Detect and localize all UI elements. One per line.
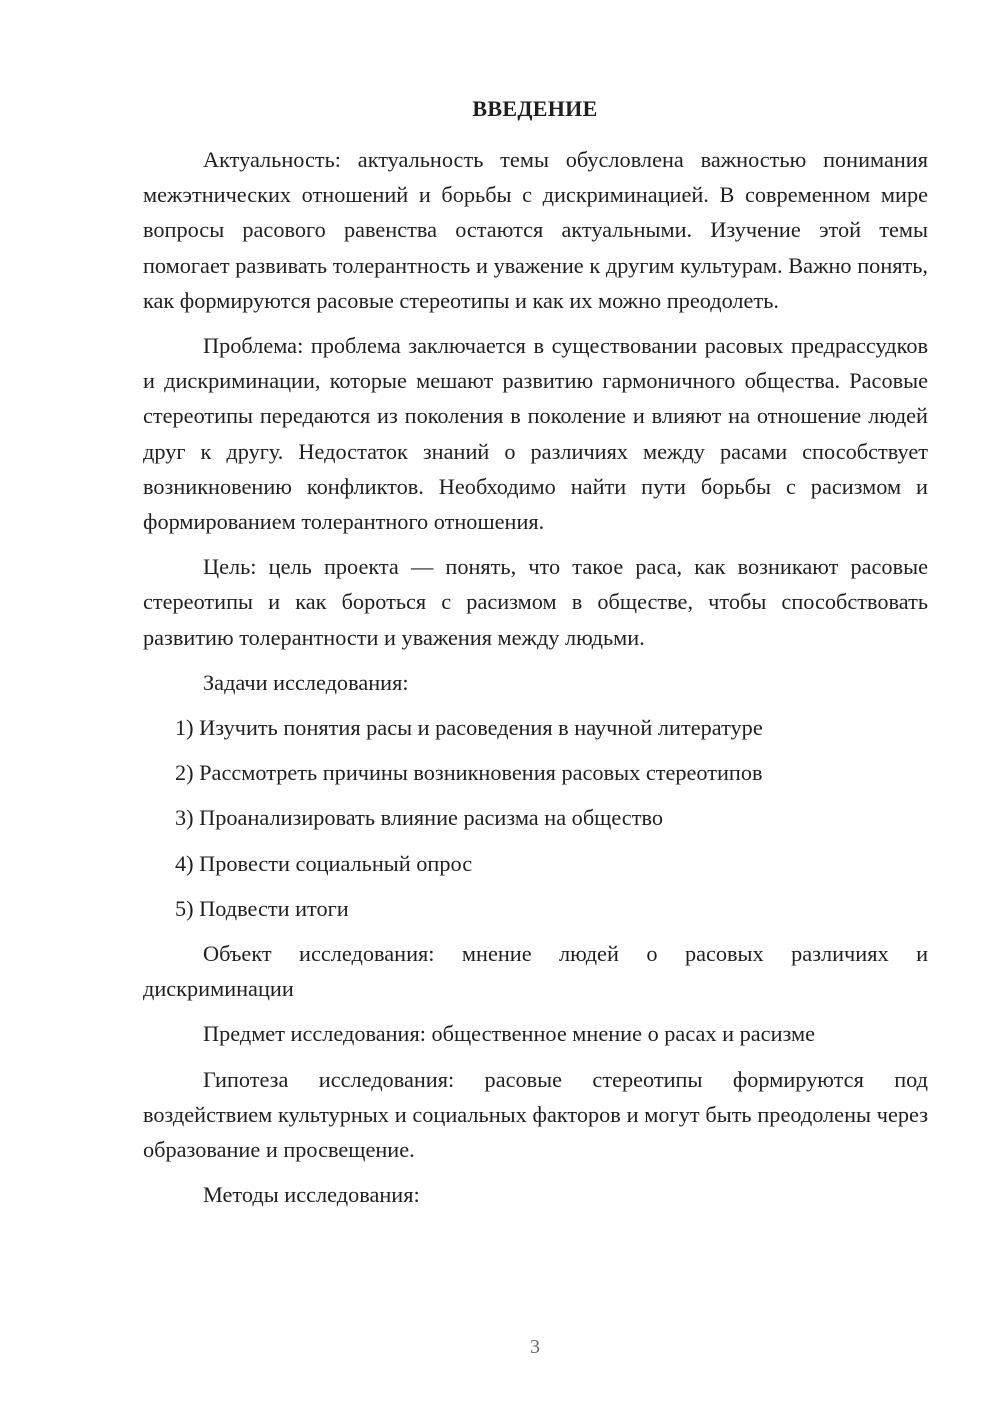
document-body <box>143 142 928 1222</box>
list-item: 1) Изучить понятия расы и расоведения в научной литературе <box>175 715 763 741</box>
page-number: 3 <box>530 1336 540 1358</box>
problem-paragraph: Проблема: проблема заключается в существовании расовых предрассудков и дискриминации, которые мешают развитию гармоничного общества. Расовые стереотипы передаются из поколения в поколение и влияют на отношение людей друг к другу. Недостаток знаний о различиях между расами способствует возникновению конфликтов. Необходимо найти пути борьбы с расизмом и формированием толерантного отношения. <box>143 333 928 535</box>
tasks-heading: Задачи исследования: <box>203 669 409 695</box>
list-item: 4) Провести социальный опрос <box>175 850 473 876</box>
list-item: 5) Подвести итоги <box>175 895 349 921</box>
hypothesis-paragraph: Гипотеза исследования: расовые стереотипы формируются под воздействием культурных и социальных факторов и могут быть преодолены через образование и просвещение. <box>143 1066 928 1163</box>
goal-paragraph: Цель: цель проекта — понять, что такое раса, как возникают расовые стереотипы и как бороться с расизмом в обществе, чтобы способствовать развитию толерантности и уважения между людьми. <box>143 554 928 650</box>
page-title: ВВЕДЕНИЕ <box>472 96 598 121</box>
object-paragraph: Объект исследования: мнение людей о расовых различиях и дискриминации <box>143 941 928 1002</box>
relevance-paragraph: Актуальность: актуальность темы обусловлена важностью понимания межэтнических отношений и борьбы с дискриминацией. В современном мире вопросы расового равенства остаются актуальными. Изучение этой темы помогает развивать толерантность и уважение к другим культурам. Важно понять, как формируются расовые стереотипы и как их можно преодолеть. <box>143 147 928 313</box>
tasks-list <box>143 710 928 926</box>
list-item: 2) Рассмотреть причины возникновения расовых стереотипов <box>175 760 763 786</box>
subject-paragraph: Предмет исследования: общественное мнение о расах и расизме <box>203 1021 815 1047</box>
list-item: 3) Проанализировать влияние расизма на общество <box>175 805 663 831</box>
methods-heading: Методы исследования: <box>203 1182 420 1208</box>
